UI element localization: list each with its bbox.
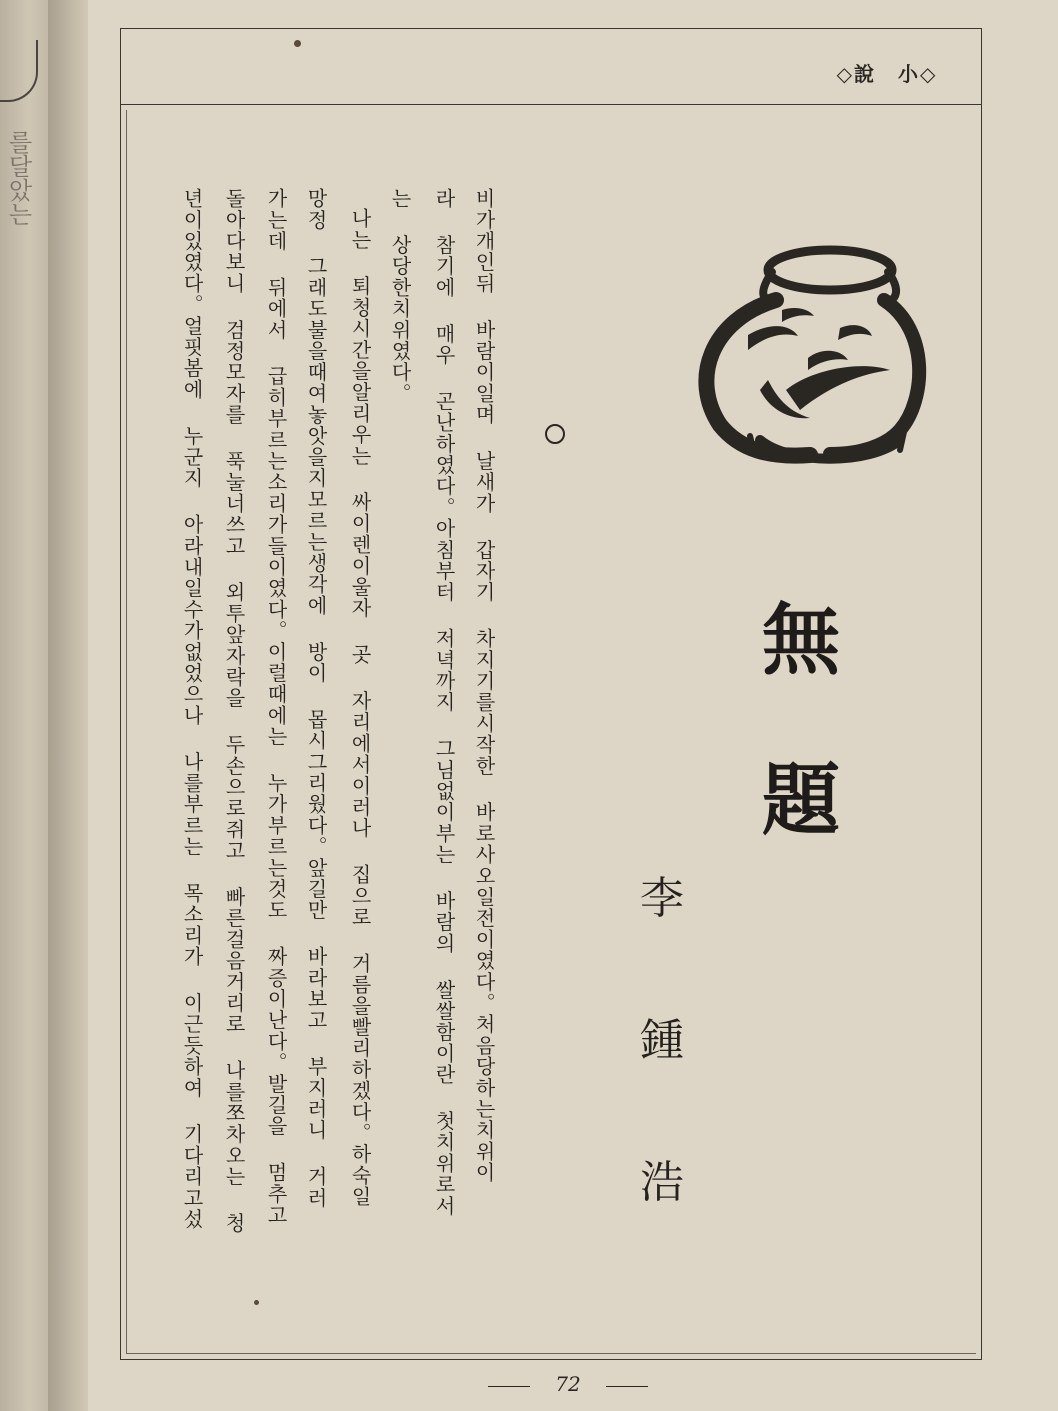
- text-column: 라 참기에 매우 곤난하였다。아침부터 저녁까지 그님없이부는 바람의 쌀쌀함이란 첫치위로서: [432, 188, 456, 1217]
- previous-page-frame: [0, 40, 38, 102]
- text-column: 나는 퇴청시간을알리우는 싸이렌이울자 곳 자리에서이러나 집으로 거름을빨리하겠다。하숙일: [348, 208, 372, 1208]
- paper-spot: [254, 1300, 259, 1305]
- text-column: 망정 그래도불을때여놓앗을지모르는생각에 방이 몹시그리웠다。앞길만 바라보고 부지러니 거러: [304, 188, 328, 1209]
- paper-spot: [294, 40, 301, 47]
- text-column: 는 상당한치위였다。: [388, 188, 412, 404]
- jar-illustration: [690, 240, 930, 470]
- text-column: 돌아다보니 검정모자를 푹눌너쓰고 외투앞자락을 두손으로쥐고 빠른걸음거리로 나를쪼차오는 청: [222, 188, 246, 1234]
- title-char: 無: [762, 595, 841, 686]
- book-gutter: [48, 0, 88, 1411]
- page-number: 72: [488, 1372, 648, 1402]
- previous-page-text-fragment: 를달았는: [4, 130, 32, 226]
- text-column: 비가개인뒤 바람이일며 날새가 갑자기 차지기를시작한 바로사오일전이였다。처음당하는치위이: [472, 188, 496, 1184]
- text-column: 년이있였다。얼핏봄에 누군지 아라내일수가없었으나 나를부르는 목소리가 이근듯하여 기다리고섰: [180, 188, 204, 1230]
- previous-page-edge: [0, 0, 49, 1411]
- header-rule: [120, 104, 982, 105]
- title-char: 題: [762, 755, 841, 846]
- section-label: ◇說 小◇: [836, 62, 938, 86]
- author-char: 浩: [640, 1157, 684, 1208]
- author-char: 李: [640, 873, 684, 924]
- section-circle-mark: [545, 424, 565, 444]
- author-char: 鍾: [640, 1015, 684, 1066]
- text-column: 가는데 뒤에서 급히부르는소리가들이였다。이럴때에는 누가부르는것도 짜증이난다。발길을 멈추고: [264, 188, 288, 1226]
